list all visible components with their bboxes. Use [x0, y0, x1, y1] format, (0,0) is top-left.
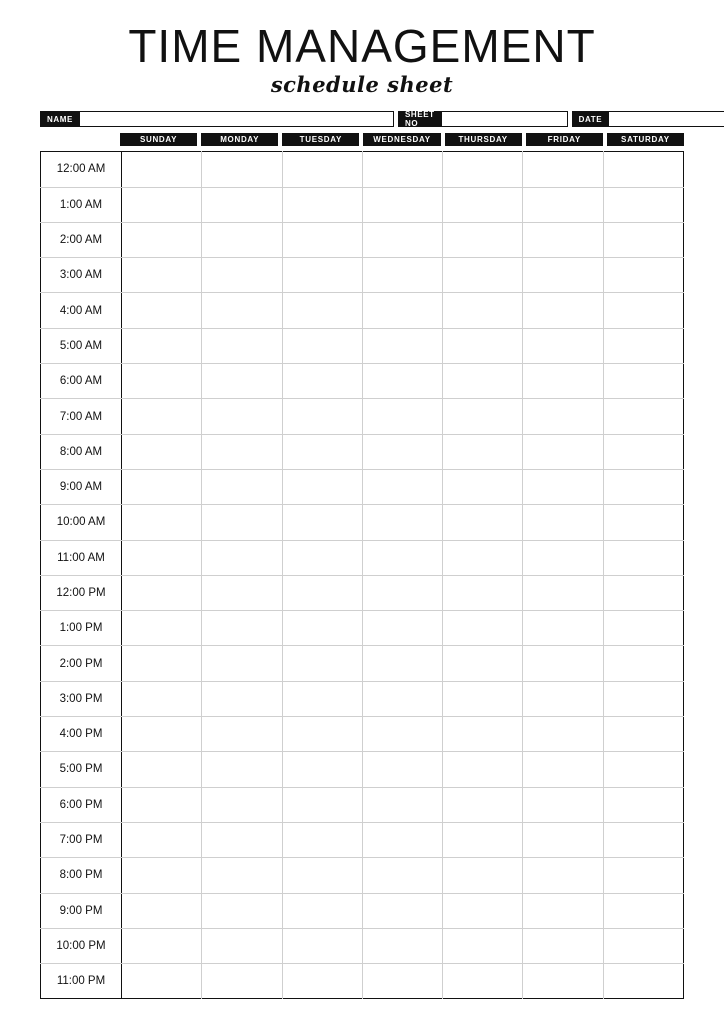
schedule-cell[interactable] — [122, 787, 202, 822]
schedule-cell[interactable] — [122, 152, 202, 187]
time-label-cell: 12:00 AM — [41, 152, 122, 187]
schedule-cell[interactable] — [523, 152, 603, 187]
time-label-cell: 11:00 AM — [41, 540, 122, 575]
schedule-cell[interactable] — [282, 681, 362, 716]
schedule-cell[interactable] — [282, 858, 362, 893]
time-label-cell: 3:00 PM — [41, 681, 122, 716]
schedule-cell[interactable] — [362, 752, 442, 787]
schedule-cell[interactable] — [603, 858, 683, 893]
time-label-cell: 1:00 AM — [41, 187, 122, 222]
schedule-cell[interactable] — [443, 893, 523, 928]
schedule-cell[interactable] — [282, 611, 362, 646]
table-row — [41, 469, 684, 504]
time-label-cell: 9:00 AM — [41, 469, 122, 504]
schedule-cell[interactable] — [282, 893, 362, 928]
time-label-cell: 10:00 PM — [41, 928, 122, 963]
schedule-cell[interactable] — [122, 717, 202, 752]
schedule-cell[interactable] — [362, 364, 442, 399]
table-row — [41, 187, 684, 222]
schedule-cell[interactable] — [362, 787, 442, 822]
time-label-cell: 4:00 AM — [41, 293, 122, 328]
schedule-cell[interactable] — [122, 364, 202, 399]
schedule-cell[interactable] — [202, 752, 282, 787]
schedule-cell[interactable] — [122, 540, 202, 575]
schedule-cell[interactable] — [362, 928, 442, 963]
title-block — [40, 0, 684, 97]
day-header-wednesday: WEDNESDAY — [363, 133, 440, 146]
day-header-friday: FRIDAY — [526, 133, 603, 146]
schedule-cell[interactable] — [443, 152, 523, 187]
schedule-cell[interactable] — [362, 893, 442, 928]
schedule-cell[interactable] — [523, 858, 603, 893]
table-row — [41, 928, 684, 963]
schedule-cell[interactable] — [202, 328, 282, 363]
schedule-cell[interactable] — [362, 505, 442, 540]
schedule-cell[interactable] — [443, 399, 523, 434]
table-row — [41, 822, 684, 857]
schedule-cell[interactable] — [122, 505, 202, 540]
table-row — [41, 752, 684, 787]
schedule-cell[interactable] — [122, 822, 202, 857]
schedule-cell[interactable] — [523, 258, 603, 293]
schedule-cell[interactable] — [523, 328, 603, 363]
schedule-cell[interactable] — [362, 258, 442, 293]
schedule-cell[interactable] — [603, 364, 683, 399]
table-row — [41, 964, 684, 999]
schedule-cell[interactable] — [443, 187, 523, 222]
table-row — [41, 611, 684, 646]
schedule-cell[interactable] — [202, 928, 282, 963]
schedule-cell[interactable] — [202, 858, 282, 893]
schedule-cell[interactable] — [202, 717, 282, 752]
table-row — [41, 364, 684, 399]
schedule-cell[interactable] — [443, 434, 523, 469]
schedule-cell[interactable] — [603, 293, 683, 328]
schedule-cell[interactable] — [282, 575, 362, 610]
schedule-cell[interactable] — [603, 611, 683, 646]
name-label: NAME — [40, 111, 80, 127]
table-row — [41, 646, 684, 681]
schedule-cell[interactable] — [122, 928, 202, 963]
time-label-cell: 7:00 AM — [41, 399, 122, 434]
schedule-cell[interactable] — [122, 681, 202, 716]
schedule-cell[interactable] — [202, 222, 282, 257]
table-row — [41, 293, 684, 328]
schedule-cell[interactable] — [443, 328, 523, 363]
schedule-cell[interactable] — [523, 681, 603, 716]
schedule-cell[interactable] — [282, 187, 362, 222]
schedule-cell[interactable] — [523, 717, 603, 752]
schedule-cell[interactable] — [282, 928, 362, 963]
days-header-row — [40, 133, 684, 146]
schedule-cell[interactable] — [443, 964, 523, 999]
schedule-cell[interactable] — [362, 611, 442, 646]
schedule-cell[interactable] — [202, 258, 282, 293]
day-header-saturday: SATURDAY — [607, 133, 684, 146]
schedule-cell[interactable] — [603, 469, 683, 504]
schedule-cell[interactable] — [122, 646, 202, 681]
time-label-cell: 2:00 PM — [41, 646, 122, 681]
schedule-cell[interactable] — [603, 152, 683, 187]
schedule-cell[interactable] — [443, 822, 523, 857]
schedule-cell[interactable] — [282, 752, 362, 787]
schedule-cell[interactable] — [282, 434, 362, 469]
date-label: DATE — [572, 111, 610, 127]
table-row — [41, 328, 684, 363]
schedule-cell[interactable] — [603, 540, 683, 575]
schedule-cell[interactable] — [443, 469, 523, 504]
table-row — [41, 717, 684, 752]
table-row — [41, 152, 684, 187]
schedule-cell[interactable] — [603, 787, 683, 822]
schedule-cell[interactable] — [122, 752, 202, 787]
schedule-cell[interactable] — [122, 328, 202, 363]
schedule-cell[interactable] — [202, 681, 282, 716]
schedule-cell[interactable] — [282, 364, 362, 399]
table-row — [41, 399, 684, 434]
schedule-cell[interactable] — [523, 928, 603, 963]
name-input[interactable] — [80, 111, 394, 127]
schedule-cell[interactable] — [523, 611, 603, 646]
schedule-cell[interactable] — [603, 681, 683, 716]
schedule-cell[interactable] — [443, 258, 523, 293]
schedule-cell[interactable] — [523, 505, 603, 540]
time-label-cell: 7:00 PM — [41, 822, 122, 857]
schedule-cell[interactable] — [282, 328, 362, 363]
date-input[interactable] — [609, 111, 724, 127]
schedule-cell[interactable] — [523, 575, 603, 610]
schedule-cell[interactable] — [603, 752, 683, 787]
schedule-grid — [40, 151, 684, 999]
schedule-cell[interactable] — [122, 187, 202, 222]
table-row — [41, 540, 684, 575]
time-label-cell: 6:00 PM — [41, 787, 122, 822]
schedule-cell[interactable] — [282, 540, 362, 575]
schedule-cell[interactable] — [603, 822, 683, 857]
table-row — [41, 681, 684, 716]
time-label-cell: 2:00 AM — [41, 222, 122, 257]
schedule-cell[interactable] — [282, 152, 362, 187]
schedule-cell[interactable] — [202, 434, 282, 469]
schedule-cell[interactable] — [122, 575, 202, 610]
time-label-cell: 10:00 AM — [41, 505, 122, 540]
time-label-cell: 5:00 AM — [41, 328, 122, 363]
schedule-cell[interactable] — [603, 717, 683, 752]
schedule-cell[interactable] — [603, 505, 683, 540]
time-label-cell: 12:00 PM — [41, 575, 122, 610]
schedule-cell[interactable] — [122, 469, 202, 504]
time-label-cell: 9:00 PM — [41, 893, 122, 928]
schedule-cell[interactable] — [523, 752, 603, 787]
schedule-cell[interactable] — [362, 646, 442, 681]
schedule-cell[interactable] — [523, 893, 603, 928]
schedule-cell[interactable] — [603, 222, 683, 257]
table-row — [41, 787, 684, 822]
schedule-cell[interactable] — [443, 505, 523, 540]
schedule-cell[interactable] — [202, 646, 282, 681]
schedule-cell[interactable] — [523, 469, 603, 504]
schedule-cell[interactable] — [603, 964, 683, 999]
schedule-cell[interactable] — [362, 681, 442, 716]
schedule-cell[interactable] — [603, 258, 683, 293]
schedule-cell[interactable] — [122, 893, 202, 928]
schedule-cell[interactable] — [362, 328, 442, 363]
day-header-tuesday: TUESDAY — [282, 133, 359, 146]
schedule-cell[interactable] — [603, 893, 683, 928]
table-row — [41, 222, 684, 257]
schedule-cell[interactable] — [523, 434, 603, 469]
sheet-no-label: SHEET NO — [398, 111, 442, 127]
schedule-cell[interactable] — [443, 293, 523, 328]
schedule-cell[interactable] — [122, 611, 202, 646]
time-label-cell: 1:00 PM — [41, 611, 122, 646]
schedule-cell[interactable] — [362, 152, 442, 187]
schedule-cell[interactable] — [202, 611, 282, 646]
schedule-cell[interactable] — [122, 434, 202, 469]
schedule-cell[interactable] — [523, 822, 603, 857]
schedule-cell[interactable] — [362, 399, 442, 434]
schedule-grid-body — [41, 152, 684, 999]
schedule-cell[interactable] — [282, 469, 362, 504]
day-header-monday: MONDAY — [201, 133, 278, 146]
schedule-cell[interactable] — [362, 717, 442, 752]
day-header-sunday: SUNDAY — [120, 133, 197, 146]
schedule-cell[interactable] — [362, 434, 442, 469]
schedule-cell[interactable] — [202, 364, 282, 399]
table-row — [41, 505, 684, 540]
schedule-cell[interactable] — [443, 364, 523, 399]
table-row — [41, 434, 684, 469]
schedule-cell[interactable] — [122, 964, 202, 999]
schedule-cell[interactable] — [603, 187, 683, 222]
time-label-cell: 8:00 PM — [41, 858, 122, 893]
schedule-cell[interactable] — [443, 540, 523, 575]
schedule-cell[interactable] — [202, 540, 282, 575]
schedule-cell[interactable] — [362, 187, 442, 222]
schedule-cell[interactable] — [443, 681, 523, 716]
schedule-cell[interactable] — [443, 717, 523, 752]
schedule-cell[interactable] — [603, 646, 683, 681]
page-subtitle: schedule sheet — [270, 72, 454, 98]
schedule-cell[interactable] — [362, 822, 442, 857]
schedule-cell[interactable] — [443, 928, 523, 963]
schedule-cell[interactable] — [603, 575, 683, 610]
schedule-cell[interactable] — [362, 293, 442, 328]
time-label-cell: 11:00 PM — [41, 964, 122, 999]
schedule-cell[interactable] — [202, 469, 282, 504]
schedule-cell[interactable] — [282, 822, 362, 857]
schedule-cell[interactable] — [282, 258, 362, 293]
page-title: TIME MANAGEMENT — [128, 20, 596, 72]
schedule-cell[interactable] — [202, 964, 282, 999]
schedule-cell[interactable] — [443, 575, 523, 610]
table-row — [41, 575, 684, 610]
schedule-cell[interactable] — [362, 222, 442, 257]
schedule-cell[interactable] — [282, 222, 362, 257]
schedule-cell[interactable] — [202, 822, 282, 857]
schedule-cell[interactable] — [282, 293, 362, 328]
schedule-cell[interactable] — [122, 399, 202, 434]
time-label-cell: 5:00 PM — [41, 752, 122, 787]
schedule-cell[interactable] — [603, 399, 683, 434]
schedule-cell[interactable] — [523, 540, 603, 575]
schedule-cell[interactable] — [362, 858, 442, 893]
schedule-cell[interactable] — [202, 152, 282, 187]
schedule-cell[interactable] — [362, 469, 442, 504]
schedule-cell[interactable] — [443, 222, 523, 257]
schedule-cell[interactable] — [523, 187, 603, 222]
time-label-cell: 6:00 AM — [41, 364, 122, 399]
schedule-cell[interactable] — [443, 787, 523, 822]
table-row — [41, 858, 684, 893]
time-label-cell: 3:00 AM — [41, 258, 122, 293]
meta-row — [40, 111, 684, 127]
schedule-cell[interactable] — [282, 964, 362, 999]
schedule-cell[interactable] — [282, 717, 362, 752]
time-label-cell: 8:00 AM — [41, 434, 122, 469]
schedule-cell[interactable] — [362, 964, 442, 999]
schedule-cell[interactable] — [202, 399, 282, 434]
schedule-cell[interactable] — [523, 222, 603, 257]
schedule-cell[interactable] — [282, 646, 362, 681]
schedule-cell[interactable] — [202, 293, 282, 328]
schedule-cell[interactable] — [202, 575, 282, 610]
sheet-no-input[interactable] — [442, 111, 568, 127]
schedule-cell[interactable] — [443, 858, 523, 893]
schedule-cell[interactable] — [603, 328, 683, 363]
schedule-cell[interactable] — [523, 787, 603, 822]
table-row — [41, 258, 684, 293]
day-header-thursday: THURSDAY — [445, 133, 522, 146]
schedule-cell[interactable] — [523, 964, 603, 999]
schedule-cell[interactable] — [443, 611, 523, 646]
schedule-cell[interactable] — [362, 575, 442, 610]
schedule-cell[interactable] — [523, 646, 603, 681]
time-label-cell: 4:00 PM — [41, 717, 122, 752]
schedule-cell[interactable] — [443, 646, 523, 681]
schedule-cell[interactable] — [122, 858, 202, 893]
schedule-cell[interactable] — [122, 258, 202, 293]
schedule-cell[interactable] — [202, 893, 282, 928]
table-row — [41, 893, 684, 928]
schedule-cell[interactable] — [523, 293, 603, 328]
schedule-cell[interactable] — [282, 787, 362, 822]
schedule-cell[interactable] — [202, 787, 282, 822]
schedule-cell[interactable] — [122, 222, 202, 257]
schedule-cell[interactable] — [603, 434, 683, 469]
schedule-cell[interactable] — [202, 505, 282, 540]
schedule-cell[interactable] — [202, 187, 282, 222]
schedule-cell[interactable] — [362, 540, 442, 575]
schedule-cell[interactable] — [122, 293, 202, 328]
schedule-cell[interactable] — [523, 364, 603, 399]
schedule-cell[interactable] — [603, 928, 683, 963]
schedule-cell[interactable] — [282, 399, 362, 434]
schedule-cell[interactable] — [282, 505, 362, 540]
schedule-cell[interactable] — [443, 752, 523, 787]
schedule-cell[interactable] — [523, 399, 603, 434]
